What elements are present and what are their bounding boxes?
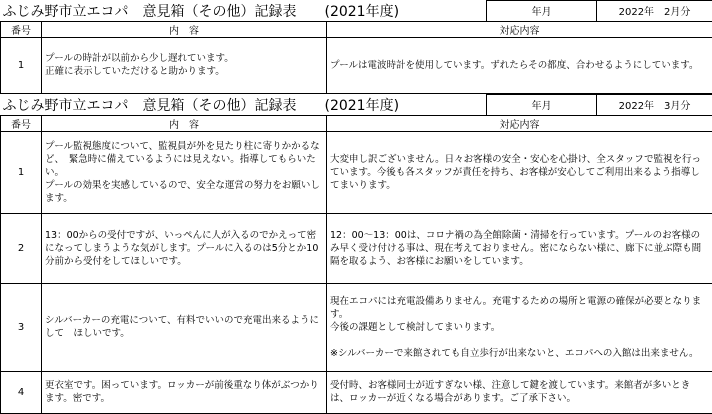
record-table-february <box>0 0 712 94</box>
record-table-march <box>0 94 712 414</box>
row-number: 3 <box>1 283 42 371</box>
row-number: 4 <box>1 371 42 413</box>
table-row <box>1 283 712 371</box>
sheet-title: ふじみ野市立エコパ 意見箱（その他）記録表 (2021年度) <box>2 97 400 114</box>
header-response: 対応内容 <box>327 115 712 131</box>
period-value: 2022年 3月分 <box>597 95 712 116</box>
header-no: 番号 <box>1 21 42 37</box>
header-response: 対応内容 <box>327 21 712 37</box>
response-content: 12：00～13：00は、コロナ禍の為全館除菌・清掃を行っています。プールのお客様のみ早く受け付ける事は、現在考えておりません。密にならない様に、廊下に並ぶ際も間隔を取るよう、お客様にお願いをしています。 <box>327 213 712 283</box>
row-number: 2 <box>1 213 42 283</box>
table-row <box>1 131 712 213</box>
month-label: 年月 <box>487 95 597 116</box>
header-content: 内 容 <box>42 21 327 37</box>
response-content: 現在エコパには充電設備ありません。充電するための場所と電源の確保が必要となります。 今後の課題として検討してまいります。 ※シルバーカーで来館されても自立歩行が出来ないと、エコパへの入館は出来ません。 <box>327 283 712 371</box>
opinion-content: プールの時計が以前から少し遅れています。 正確に表示していただけると助かります。 <box>42 37 327 93</box>
row-number: 1 <box>1 131 42 213</box>
opinion-content: 更衣室です。困っています。ロッカーが前後重なり体がぶつかります。密です。 <box>42 371 327 413</box>
header-no: 番号 <box>1 115 42 131</box>
opinion-content: 13：00からの受付ですが、いっぺんに人が入るのでかえって密になってしまうような気がします。プールに入るのは5分とか10分前から受付をしてほしいです。 <box>42 213 327 283</box>
month-label: 年月 <box>487 1 597 22</box>
opinion-content: プール監視態度について、監視員が外を見たり柱に寄りかかるなど、 緊急時に備えているようには見えない。指導してもらいたい。 プールの効果を実感しているので、安全な運営の努力をお願いします。 <box>42 131 327 213</box>
table-row <box>1 213 712 283</box>
table-row <box>1 37 712 93</box>
header-content: 内 容 <box>42 115 327 131</box>
sheet-title: ふじみ野市立エコパ 意見箱（その他）記録表 (2021年度) <box>2 3 400 20</box>
response-content: プールは電波時計を使用しています。ずれたらその都度、合わせるようにしています。 <box>327 37 712 93</box>
response-content: 受付時、お客様同士が近すぎない様、注意して鍵を渡しています。来館者が多いときは、ロッカーが近くなる場合があります。ご了承下さい。 <box>327 371 712 413</box>
opinion-content: シルバーカーの充電について、有料でいいので充電出来るようにして ほしいです。 <box>42 283 327 371</box>
row-number: 1 <box>1 37 42 93</box>
table-row <box>1 371 712 413</box>
response-content: 大変申し訳ございません。日々お客様の安全・安心を心掛け、全スタッフで監視を行っています。今後も各スタッフが責任を持ち、お客様が安心してご利用出来るよう指導してまいります。 <box>327 131 712 213</box>
period-value: 2022年 2月分 <box>597 1 712 22</box>
